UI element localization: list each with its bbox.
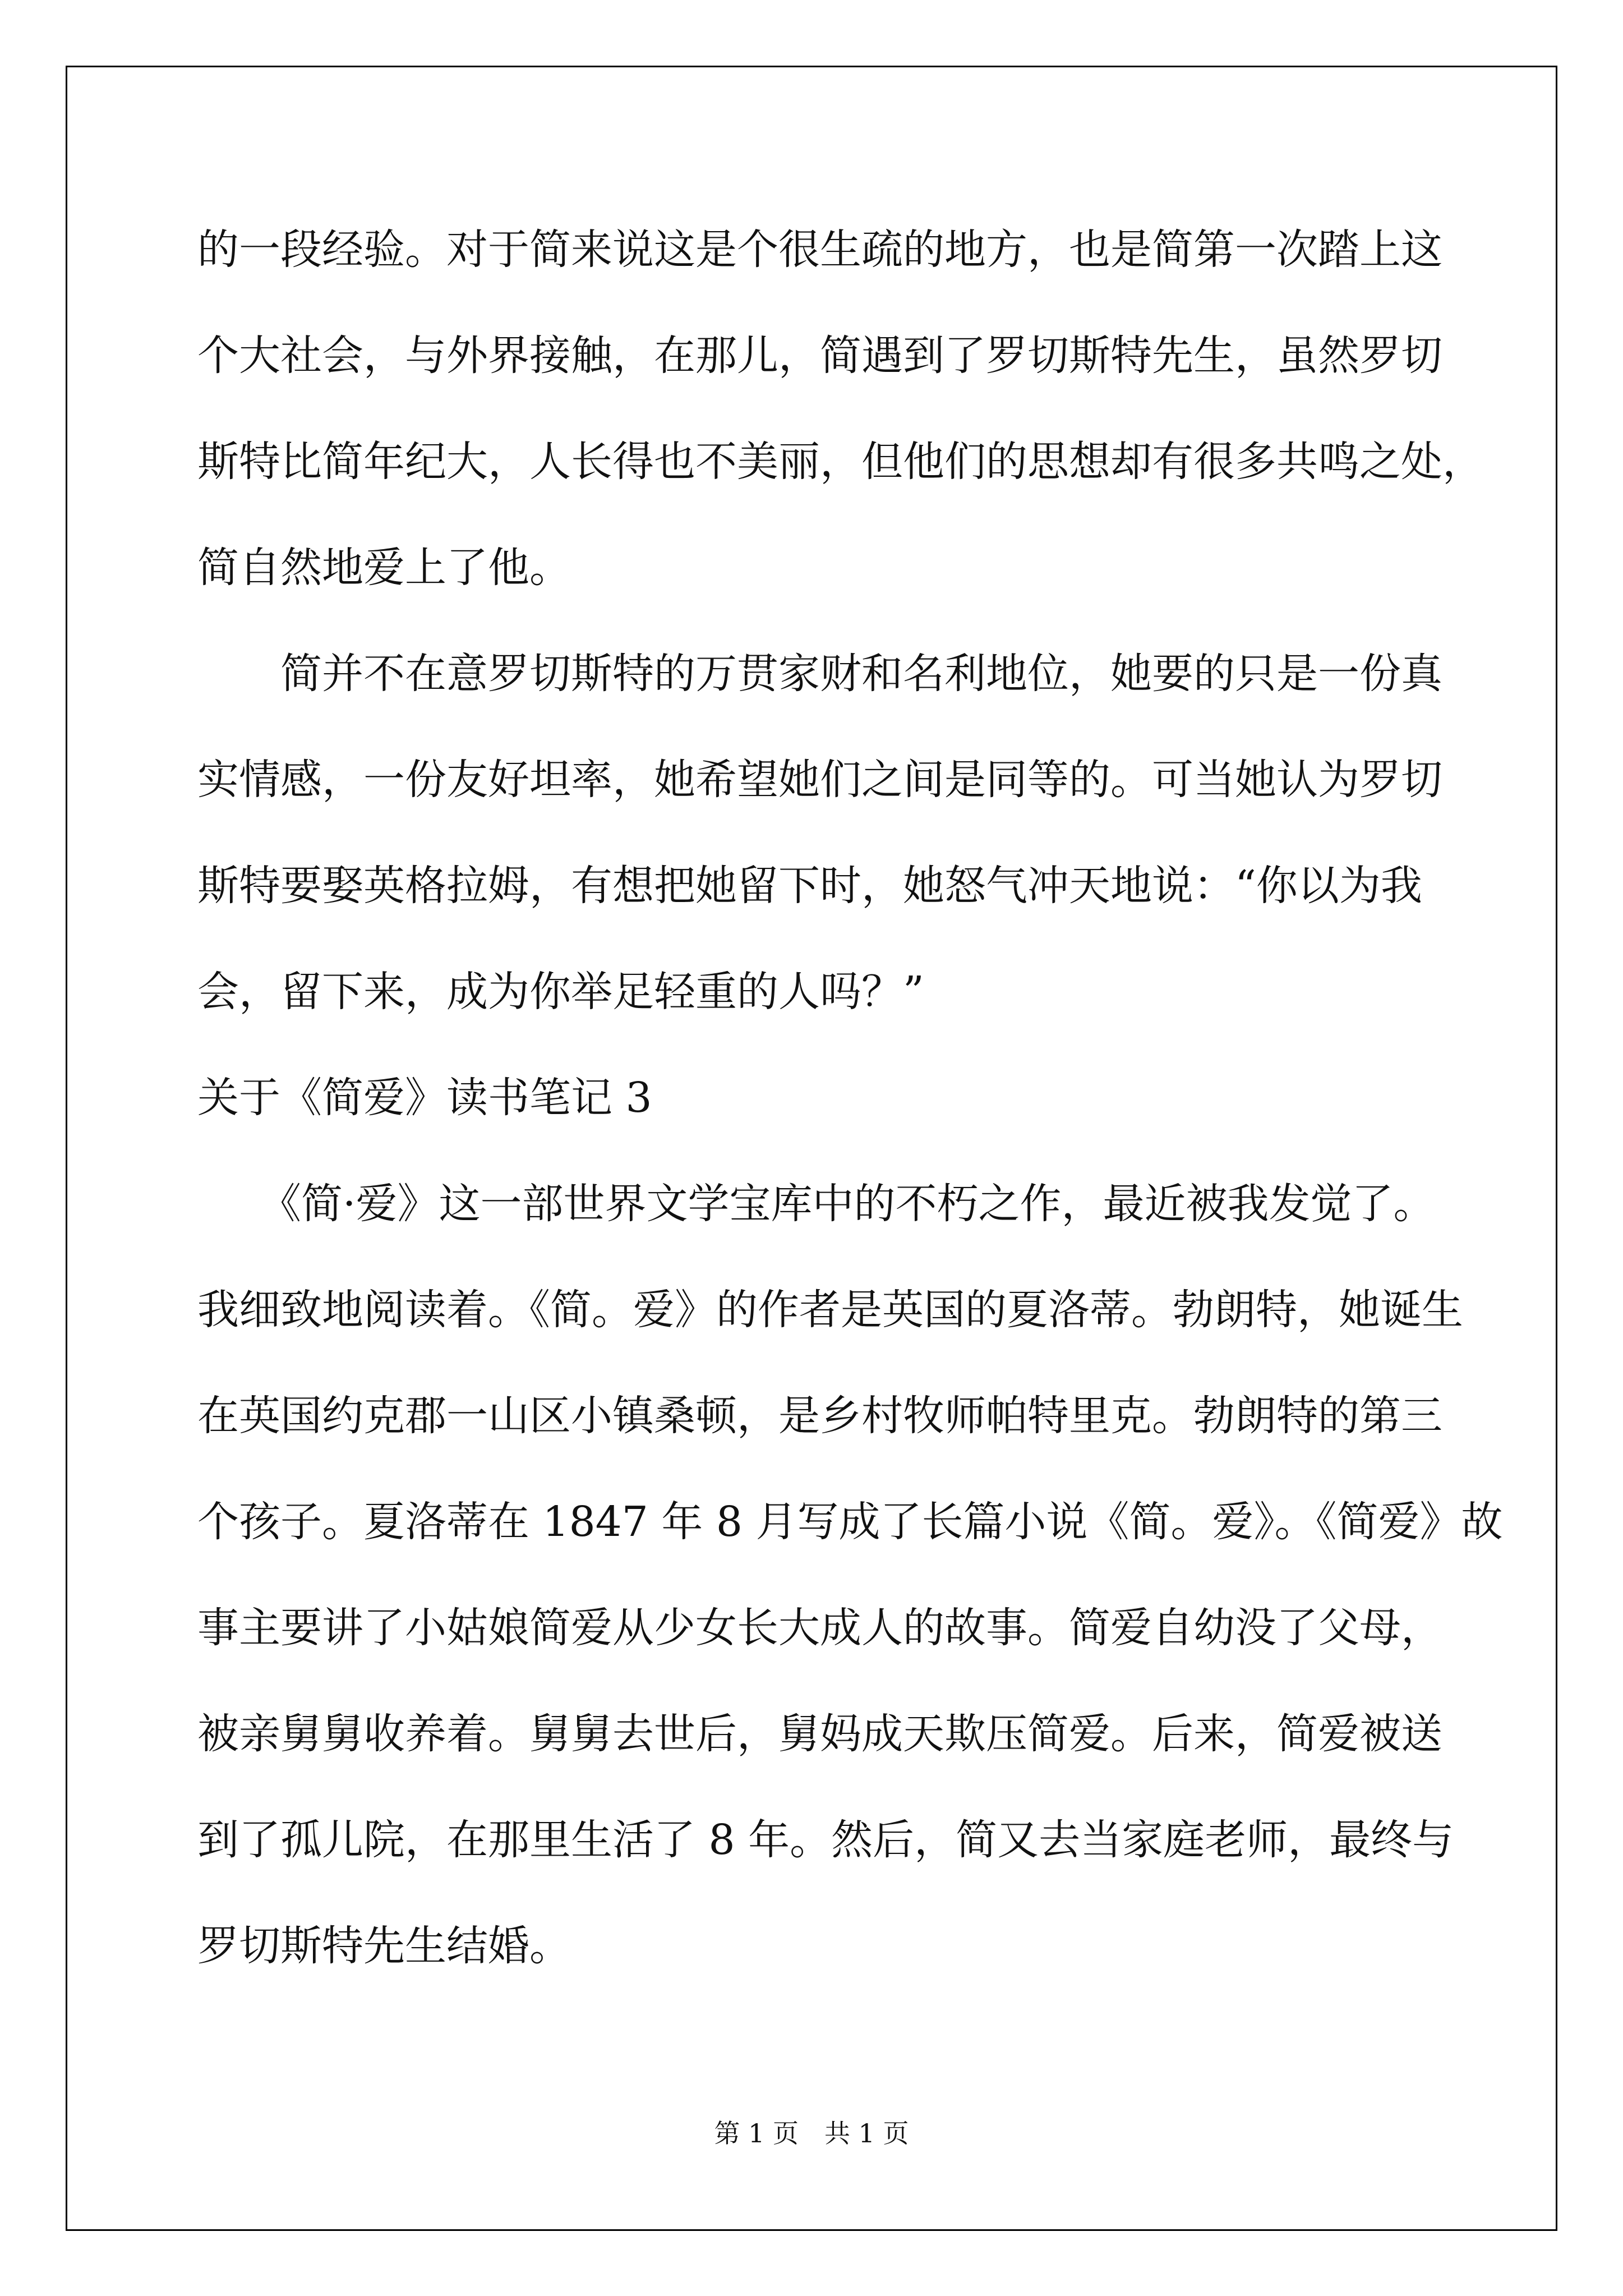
section-heading: 关于《简爱》读书笔记 3	[197, 1074, 652, 1122]
body-line: 事主要讲了小姑娘简爱从少女长大成人的故事。简爱自幼没了父母，	[197, 1604, 1442, 1652]
body-line: 实情感，一份友好坦率，她希望她们之间是同等的。可当她认为罗切	[197, 756, 1442, 804]
body-line: 罗切斯特先生结婚。	[197, 1922, 571, 1970]
body-line: 在英国约克郡一山区小镇桑顿，是乡村牧师帕特里克。勃朗特的第三	[197, 1392, 1442, 1440]
body-line: 会，留下来，成为你举足轻重的人吗？”	[197, 968, 924, 1016]
body-line: 斯特要娶英格拉姆，有想把她留下时，她怒气冲天地说：“你以为我	[197, 862, 1422, 910]
body-line: 的一段经验。对于简来说这是个很生疏的地方，也是简第一次踏上这	[197, 226, 1442, 274]
body-line: 斯特比简年纪大，人长得也不美丽，但他们的思想却有很多共鸣之处，	[197, 438, 1484, 486]
body-line: 《简·爱》这一部世界文学宝库中的不朽之作，最近被我发觉了。	[197, 1180, 1435, 1228]
body-line: 简并不在意罗切斯特的万贯家财和名利地位，她要的只是一份真	[197, 650, 1442, 698]
page-footer: 第 1 页 共 1 页	[714, 2118, 909, 2148]
body-line: 到了孤儿院，在那里生活了 8 年。然后，简又去当家庭老师，最终与	[197, 1816, 1454, 1864]
body-line: 个孩子。夏洛蒂在 1847 年 8 月写成了长篇小说《简。爱》。《简爱》故	[197, 1498, 1503, 1546]
body-line: 被亲舅舅收养着。舅舅去世后，舅妈成天欺压简爱。后来，简爱被送	[197, 1710, 1442, 1758]
body-line: 我细致地阅读着。《简。爱》的作者是英国的夏洛蒂。勃朗特，她诞生	[197, 1286, 1463, 1334]
page-frame	[66, 66, 1557, 2231]
body-line: 简自然地爱上了他。	[197, 544, 571, 592]
body-line: 个大社会，与外界接触，在那儿，简遇到了罗切斯特先生，虽然罗切	[197, 332, 1442, 380]
